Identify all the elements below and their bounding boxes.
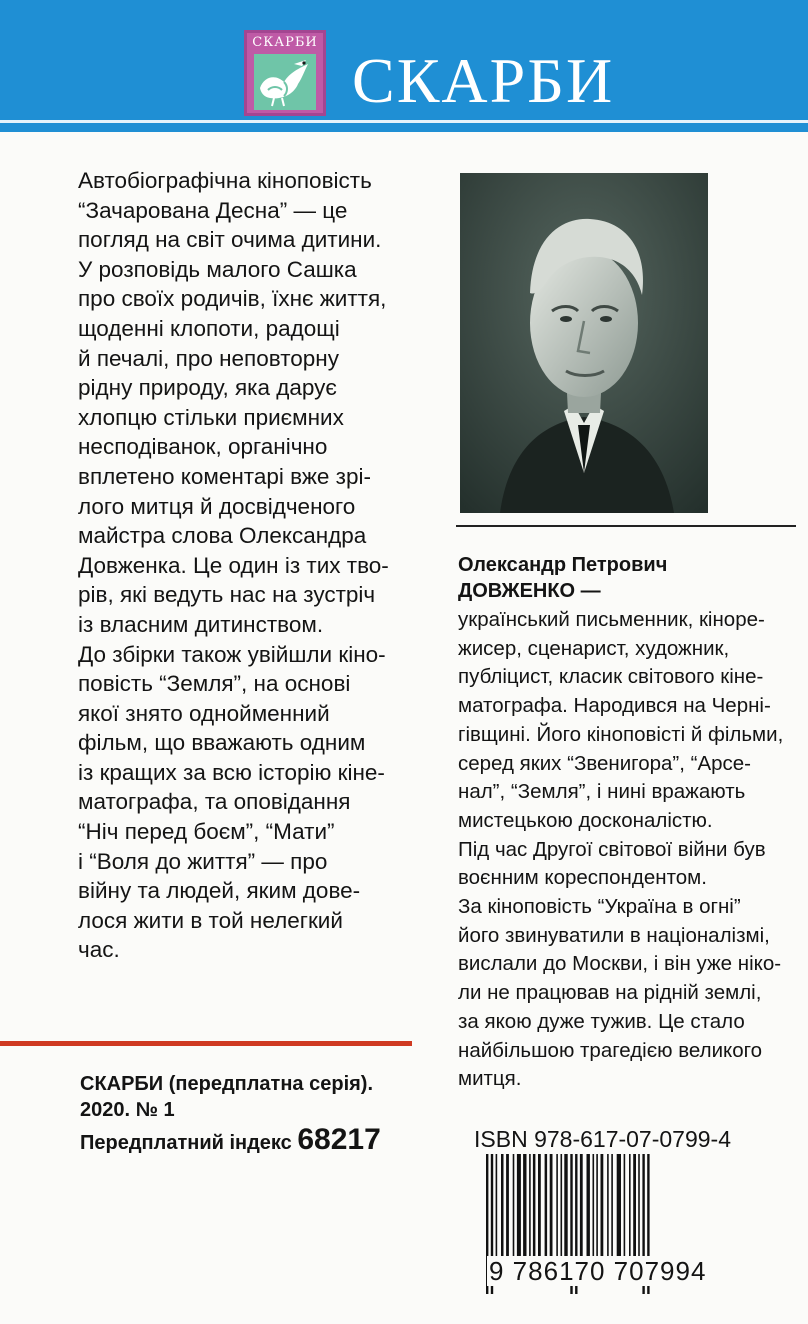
barcode-bar <box>633 1154 636 1262</box>
bird-icon <box>254 54 316 110</box>
barcode-bar <box>501 1154 504 1262</box>
subscription-index-label: Передплатний індекс <box>80 1132 292 1154</box>
barcode-bar <box>624 1154 626 1262</box>
barcode-bar <box>538 1154 541 1262</box>
ean-digits <box>487 1256 767 1286</box>
barcode-bar <box>580 1154 583 1262</box>
author-name <box>458 552 758 604</box>
subscription-index-value: 68217 <box>297 1123 381 1156</box>
barcode-bar <box>523 1154 526 1262</box>
subscription-index <box>80 1123 440 1160</box>
barcode-bar <box>517 1154 521 1262</box>
header-band-stripe <box>0 120 808 123</box>
barcode-bar <box>587 1154 590 1262</box>
series-title: СКАРБИ <box>340 48 626 114</box>
barcode-bar <box>564 1154 567 1262</box>
author-portrait <box>460 173 708 513</box>
author-first-names: Олександр Петрович <box>458 554 668 576</box>
barcode-bar <box>533 1154 536 1262</box>
barcode-bar <box>607 1154 609 1262</box>
barcode-bar <box>561 1154 563 1262</box>
barcode-bar <box>629 1154 631 1262</box>
barcode-bar <box>611 1154 613 1262</box>
barcode-bar <box>529 1154 531 1262</box>
imprint-issue: 2020. № 1 <box>80 1099 175 1121</box>
author-divider <box>456 525 796 527</box>
barcode-bar <box>496 1154 498 1262</box>
imprint-block <box>80 1071 420 1123</box>
barcode-bar <box>550 1154 553 1262</box>
author-portrait-image <box>460 173 708 513</box>
isbn-label: ISBN 978-617-07-0799-4 <box>474 1126 731 1152</box>
logo-label: СКАРБИ <box>252 35 318 50</box>
barcode-bar <box>596 1154 598 1262</box>
imprint-series: СКАРБИ (передплатна серія). <box>80 1073 374 1095</box>
barcode-bar <box>513 1154 515 1262</box>
barcode-bar <box>556 1154 558 1262</box>
series-logo <box>244 30 326 116</box>
barcode-bar <box>617 1154 621 1262</box>
author-surname: ДОВЖЕНКО — <box>458 580 601 602</box>
author-biography: український письменник, кіноре- жисер, сценарист, художник, публіцист, класик світового кіне- матографа. Народився на Черні- гівщині. Його кіноповісті й фільми, серед яких “Звенигора”, “Арсе- нал”, “Земля”, і нині вражають мистецькою досконалістю. Під час Другої світової війни був воєнним кореспондентом. За кіноповість “Україна в огні” його звинуватили в націоналізмі, вислали до Москви, і він уже ніко- ли не працював на рідній землі, за якою дуже тужив. Це стало найбільшою трагедією великого митця. <box>458 608 784 1091</box>
barcode-bar <box>545 1154 548 1262</box>
barcode-bar <box>638 1154 640 1262</box>
barcode-bar <box>506 1154 509 1262</box>
barcode-bar <box>593 1154 595 1262</box>
imprint-divider <box>0 1041 412 1046</box>
book-description: Автобіографічна кіноповість “Зачарована Десна” — це погляд на світ очима дитини. У розповідь малого Сашка про своїх родичів, їхнє життя, щоденні клопоти, радощі й печалі, про неповторну рідну природу, яка дарує хлопцю стільки приємних несподіванок, органічно вплетено коментарі вже зрі- лого митця й досвідченого майстра слова Олександра Довженка. Це один із тих тво- рів, які ведуть нас на зустріч із власним дитинством. До збірки також увійшли кіно- повість “Земля”, на основі якої знято однойменний фільм, що вважають одним із кращих за всю історію кіне- матографа, та оповідання “Ніч перед боєм”, “Мати” і “Воля до життя” — про війну та людей, яким дове- лося жити в той нелегкий час. <box>78 168 389 963</box>
barcode-bar <box>601 1154 604 1262</box>
bird-emblem <box>254 54 316 110</box>
ean-digits-text: 9 786170 707994 <box>489 1256 707 1286</box>
